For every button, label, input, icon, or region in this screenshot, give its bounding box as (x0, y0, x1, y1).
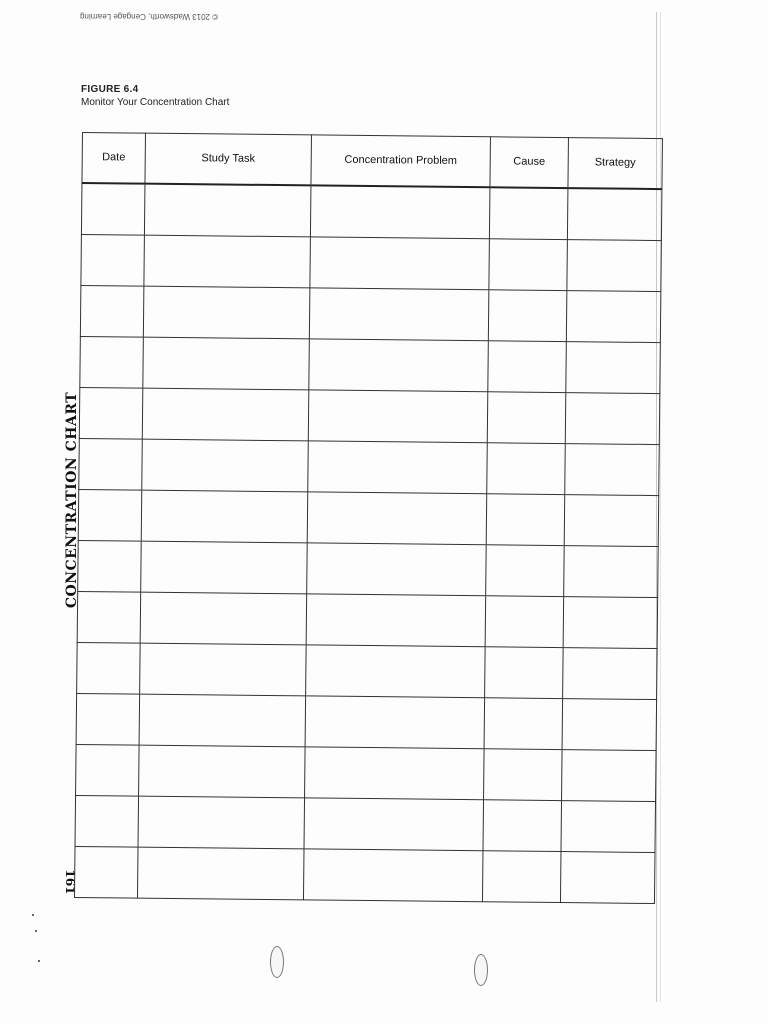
table-cell[interactable] (564, 494, 659, 546)
table-cell[interactable] (141, 541, 308, 594)
table-row (81, 183, 662, 241)
table-cell[interactable] (487, 442, 566, 494)
table-cell[interactable] (486, 544, 565, 596)
table-row (75, 795, 656, 852)
table-row (78, 540, 659, 597)
table-cell[interactable] (488, 289, 567, 341)
header-concentration-problem: Concentration Problem (311, 135, 491, 187)
table-cell[interactable] (562, 698, 657, 750)
table-cell[interactable] (74, 846, 138, 898)
table-cell[interactable] (308, 440, 488, 493)
table-row (78, 489, 659, 546)
table-row (81, 234, 662, 291)
table-cell[interactable] (563, 596, 658, 648)
table-cell[interactable] (485, 646, 564, 698)
table-cell[interactable] (144, 235, 311, 288)
table-cell[interactable] (79, 438, 143, 490)
header-cause: Cause (490, 137, 569, 188)
table-cell[interactable] (310, 185, 490, 238)
table-cell[interactable] (80, 285, 144, 337)
table-cell[interactable] (142, 439, 309, 492)
table-cell[interactable] (306, 593, 486, 646)
table-cell[interactable] (486, 493, 565, 545)
table-cell[interactable] (561, 800, 656, 852)
table-cell[interactable] (488, 340, 567, 392)
header-study-task: Study Task (145, 133, 312, 185)
table-cell[interactable] (487, 391, 566, 443)
table-cell[interactable] (305, 695, 485, 748)
table-cell[interactable] (304, 797, 484, 850)
table-header-row (82, 133, 662, 189)
table-cell[interactable] (307, 491, 487, 544)
header-strategy: Strategy (568, 138, 663, 189)
table-cell[interactable] (567, 239, 662, 291)
table-cell[interactable] (565, 443, 660, 495)
table-cell[interactable] (81, 234, 145, 286)
table-cell[interactable] (75, 795, 139, 847)
binder-hole (474, 954, 488, 986)
table-cell[interactable] (484, 748, 563, 800)
table-cell[interactable] (139, 745, 306, 798)
table-cell[interactable] (139, 694, 306, 747)
table-cell[interactable] (563, 647, 658, 699)
figure-heading (81, 83, 229, 109)
table-cell[interactable] (567, 188, 662, 240)
table-cell[interactable] (489, 187, 568, 239)
table-cell[interactable] (77, 642, 141, 694)
table-cell[interactable] (564, 545, 659, 597)
table-cell[interactable] (79, 387, 143, 439)
figure-label: FIGURE 6.4 (81, 84, 139, 95)
table-cell[interactable] (562, 749, 657, 801)
table-cell[interactable] (306, 644, 486, 697)
table-row (77, 642, 658, 699)
table-cell[interactable] (303, 848, 483, 901)
header-date: Date (82, 133, 146, 184)
table-cell[interactable] (138, 796, 305, 849)
binder-hole (270, 946, 284, 978)
table-cell[interactable] (309, 338, 489, 391)
table-cell[interactable] (80, 336, 144, 388)
table-cell[interactable] (81, 183, 145, 235)
table-row (74, 846, 655, 903)
table-cell[interactable] (560, 851, 655, 903)
table-cell[interactable] (489, 238, 568, 290)
table-cell[interactable] (143, 337, 310, 390)
table-cell[interactable] (142, 388, 309, 441)
table-cell[interactable] (141, 490, 308, 543)
table-cell[interactable] (137, 847, 304, 900)
table-cell[interactable] (143, 286, 310, 339)
table-cell[interactable] (144, 183, 311, 236)
table-cell[interactable] (77, 591, 141, 643)
table-cell[interactable] (484, 697, 563, 749)
concentration-chart (74, 132, 664, 912)
table-cell[interactable] (305, 746, 485, 799)
scan-speck (32, 914, 34, 916)
scan-speck (38, 960, 40, 962)
table-cell[interactable] (308, 389, 488, 442)
table-cell[interactable] (309, 287, 489, 340)
page-number: 161 (63, 869, 77, 895)
table-cell[interactable] (140, 643, 307, 696)
table-row (76, 744, 657, 801)
table-body (74, 183, 661, 904)
table-row (79, 387, 660, 444)
copyright-note: © 2013 Wadsworth, Cengage Learning (80, 12, 219, 21)
table-row (76, 693, 657, 750)
table-cell[interactable] (566, 341, 661, 393)
table-cell[interactable] (566, 290, 661, 342)
table-row (80, 285, 661, 342)
scan-speck (35, 930, 37, 932)
concentration-table (74, 132, 663, 904)
table-cell[interactable] (310, 236, 490, 289)
table-cell[interactable] (307, 542, 487, 595)
table-cell[interactable] (76, 693, 140, 745)
table-cell[interactable] (78, 489, 142, 541)
table-row (77, 591, 658, 648)
side-title: CONCENTRATION CHART (64, 391, 80, 609)
table-cell[interactable] (78, 540, 142, 592)
table-row (79, 438, 660, 495)
figure-caption: Monitor Your Concentration Chart (81, 97, 230, 108)
table-cell[interactable] (140, 592, 307, 645)
table-cell[interactable] (565, 392, 660, 444)
table-cell[interactable] (482, 850, 561, 902)
table-cell[interactable] (483, 799, 562, 851)
table-cell[interactable] (485, 595, 564, 647)
table-cell[interactable] (76, 744, 140, 796)
table-row (80, 336, 661, 393)
